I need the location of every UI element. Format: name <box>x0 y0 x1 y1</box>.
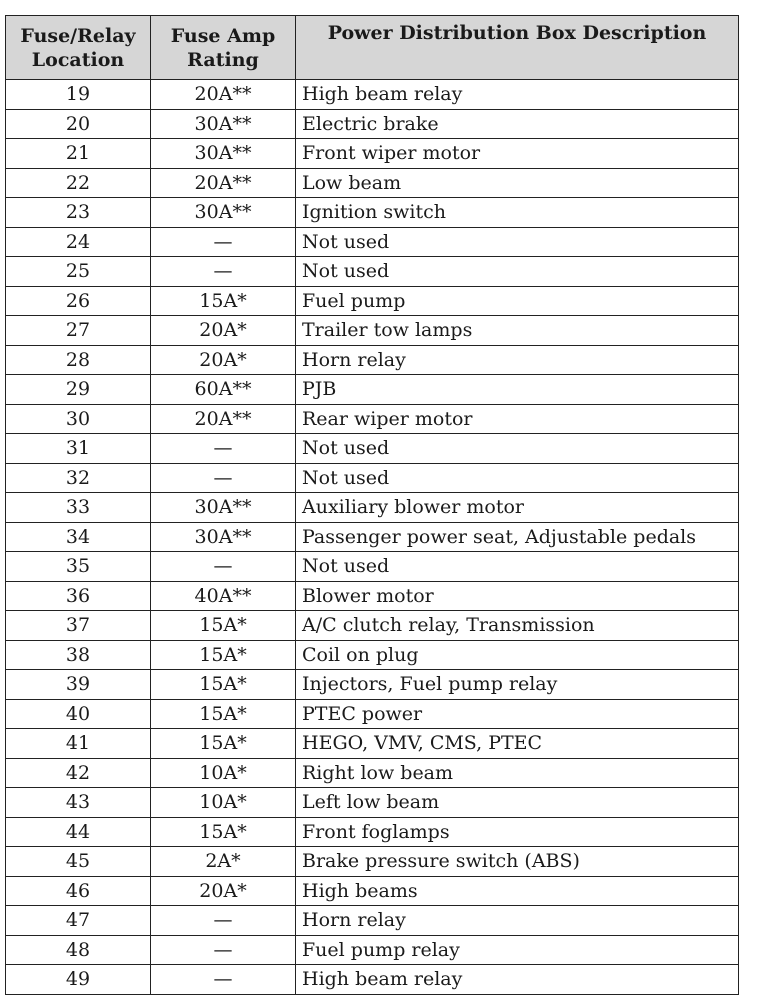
location-cell: 30 <box>6 404 151 434</box>
description-cell: Passenger power seat, Adjustable pedals <box>296 522 739 552</box>
rating-cell: — <box>151 257 296 287</box>
header-rating: Fuse Amp Rating <box>151 16 296 80</box>
table-row <box>6 345 739 375</box>
table-row <box>6 109 739 139</box>
rating-cell: 30A** <box>151 109 296 139</box>
table-row <box>6 699 739 729</box>
location-cell: 31 <box>6 434 151 464</box>
table-row <box>6 817 739 847</box>
table-row <box>6 906 739 936</box>
table-row <box>6 375 739 405</box>
description-cell: Fuel pump relay <box>296 935 739 965</box>
location-cell: 45 <box>6 847 151 877</box>
rating-cell: 2A* <box>151 847 296 877</box>
table-row <box>6 965 739 995</box>
description-cell: Front foglamps <box>296 817 739 847</box>
description-cell: PTEC power <box>296 699 739 729</box>
rating-cell: 30A** <box>151 522 296 552</box>
table-row <box>6 729 739 759</box>
description-cell: PJB <box>296 375 739 405</box>
location-cell: 24 <box>6 227 151 257</box>
table-row <box>6 316 739 346</box>
location-cell: 34 <box>6 522 151 552</box>
location-cell: 37 <box>6 611 151 641</box>
location-cell: 39 <box>6 670 151 700</box>
location-cell: 20 <box>6 109 151 139</box>
location-cell: 27 <box>6 316 151 346</box>
rating-cell: 20A* <box>151 345 296 375</box>
description-cell: Coil on plug <box>296 640 739 670</box>
header-location: Fuse/Relay Location <box>6 16 151 80</box>
rating-cell: 20A** <box>151 168 296 198</box>
rating-cell: — <box>151 227 296 257</box>
description-cell: High beam relay <box>296 80 739 110</box>
location-cell: 43 <box>6 788 151 818</box>
rating-cell: — <box>151 965 296 995</box>
table-row <box>6 404 739 434</box>
header-description: Power Distribution Box Description <box>296 16 739 80</box>
table-row <box>6 876 739 906</box>
location-cell: 23 <box>6 198 151 228</box>
rating-cell: 60A** <box>151 375 296 405</box>
location-cell: 35 <box>6 552 151 582</box>
table-row <box>6 640 739 670</box>
table-row <box>6 139 739 169</box>
location-cell: 29 <box>6 375 151 405</box>
description-cell: High beam relay <box>296 965 739 995</box>
table-row <box>6 758 739 788</box>
description-cell: Left low beam <box>296 788 739 818</box>
rating-cell: 15A* <box>151 640 296 670</box>
table-header <box>6 16 739 80</box>
description-cell: Not used <box>296 463 739 493</box>
description-cell: Injectors, Fuel pump relay <box>296 670 739 700</box>
location-cell: 40 <box>6 699 151 729</box>
location-cell: 32 <box>6 463 151 493</box>
rating-cell: 10A* <box>151 788 296 818</box>
table-row <box>6 286 739 316</box>
rating-cell: 20A** <box>151 80 296 110</box>
description-cell: Not used <box>296 434 739 464</box>
description-cell: Rear wiper motor <box>296 404 739 434</box>
table-row <box>6 80 739 110</box>
description-cell: Not used <box>296 227 739 257</box>
table-row <box>6 227 739 257</box>
description-cell: Right low beam <box>296 758 739 788</box>
description-cell: Trailer tow lamps <box>296 316 739 346</box>
location-cell: 33 <box>6 493 151 523</box>
description-cell: Brake pressure switch (ABS) <box>296 847 739 877</box>
fuse-table <box>5 15 739 995</box>
description-cell: Front wiper motor <box>296 139 739 169</box>
description-cell: Horn relay <box>296 906 739 936</box>
location-cell: 41 <box>6 729 151 759</box>
table-row <box>6 670 739 700</box>
table-row <box>6 847 739 877</box>
location-cell: 44 <box>6 817 151 847</box>
table-row <box>6 168 739 198</box>
location-cell: 25 <box>6 257 151 287</box>
rating-cell: 20A* <box>151 876 296 906</box>
location-cell: 26 <box>6 286 151 316</box>
table-body <box>6 80 739 995</box>
rating-cell: 30A** <box>151 198 296 228</box>
table-row <box>6 434 739 464</box>
location-cell: 19 <box>6 80 151 110</box>
rating-cell: 30A** <box>151 139 296 169</box>
rating-cell: — <box>151 463 296 493</box>
fuse-table-document <box>5 15 738 995</box>
rating-cell: 15A* <box>151 611 296 641</box>
rating-cell: 15A* <box>151 817 296 847</box>
description-cell: Blower motor <box>296 581 739 611</box>
rating-cell: 15A* <box>151 729 296 759</box>
table-row <box>6 581 739 611</box>
location-cell: 47 <box>6 906 151 936</box>
location-cell: 22 <box>6 168 151 198</box>
description-cell: Not used <box>296 552 739 582</box>
description-cell: Not used <box>296 257 739 287</box>
table-row <box>6 611 739 641</box>
rating-cell: 10A* <box>151 758 296 788</box>
rating-cell: 20A** <box>151 404 296 434</box>
description-cell: Electric brake <box>296 109 739 139</box>
location-cell: 38 <box>6 640 151 670</box>
location-cell: 42 <box>6 758 151 788</box>
rating-cell: 15A* <box>151 286 296 316</box>
rating-cell: 30A** <box>151 493 296 523</box>
rating-cell: — <box>151 552 296 582</box>
location-cell: 28 <box>6 345 151 375</box>
table-row <box>6 788 739 818</box>
rating-cell: 40A** <box>151 581 296 611</box>
table-row <box>6 257 739 287</box>
table-row <box>6 935 739 965</box>
location-cell: 48 <box>6 935 151 965</box>
description-cell: Horn relay <box>296 345 739 375</box>
rating-cell: 15A* <box>151 699 296 729</box>
description-cell: A/C clutch relay, Transmission <box>296 611 739 641</box>
table-row <box>6 463 739 493</box>
description-cell: Low beam <box>296 168 739 198</box>
table-row <box>6 198 739 228</box>
rating-cell: 20A* <box>151 316 296 346</box>
location-cell: 21 <box>6 139 151 169</box>
table-row <box>6 522 739 552</box>
header-row <box>6 16 739 80</box>
location-cell: 49 <box>6 965 151 995</box>
rating-cell: — <box>151 935 296 965</box>
description-cell: HEGO, VMV, CMS, PTEC <box>296 729 739 759</box>
rating-cell: — <box>151 906 296 936</box>
description-cell: Auxiliary blower motor <box>296 493 739 523</box>
location-cell: 46 <box>6 876 151 906</box>
description-cell: Ignition switch <box>296 198 739 228</box>
location-cell: 36 <box>6 581 151 611</box>
rating-cell: — <box>151 434 296 464</box>
table-row <box>6 493 739 523</box>
description-cell: Fuel pump <box>296 286 739 316</box>
description-cell: High beams <box>296 876 739 906</box>
table-row <box>6 552 739 582</box>
rating-cell: 15A* <box>151 670 296 700</box>
